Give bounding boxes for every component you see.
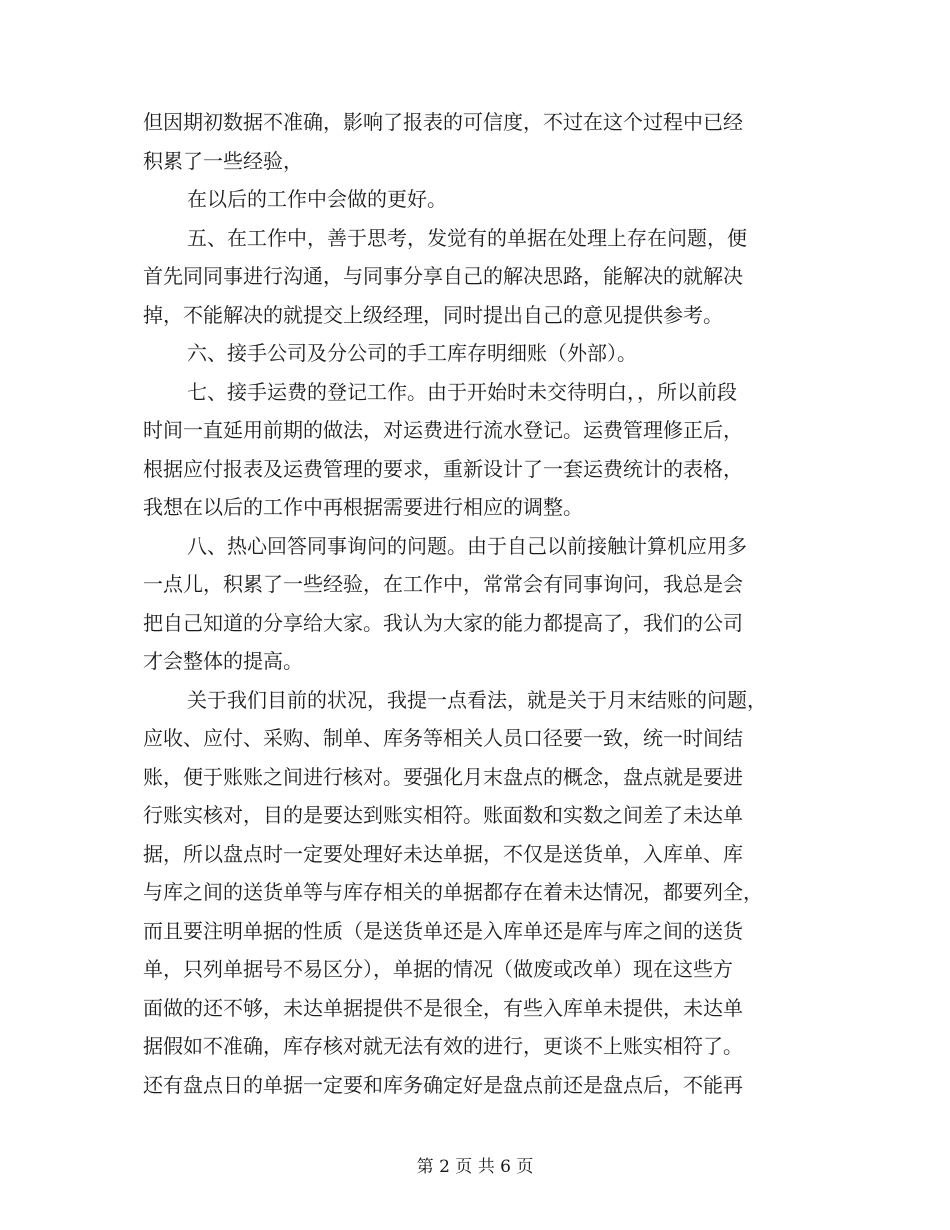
text-line: 首先同同事进行沟通，与同事分享自己的解决思路，能解决的就解决 (143, 264, 743, 288)
text-line: 时间一直延用前期的做法，对运费进行流水登记。运费管理修正后， (143, 418, 743, 442)
text-line: 把自己知道的分享给大家。我认为大家的能力都提高了，我们的公司 (143, 610, 743, 635)
text-line: 八、热心回答同事询问的问题。由于自己以前接触计算机应用多 (187, 533, 747, 558)
text-line: 一点儿，积累了一些经验，在工作中，常常会有同事询问，我总是会 (143, 572, 743, 596)
text-line: 与库之间的送货单等与库存相关的单据都存在着未达情况，都要列全， (143, 880, 763, 904)
text-line: 才会整体的提高。 (143, 649, 303, 673)
text-line: 而且要注明单据的性质（是送货单还是入库单还是库与库之间的送货 (143, 918, 743, 943)
text-line: 掉，不能解决的就提交上级经理，同时提出自己的意见提供参考。 (143, 302, 723, 327)
text-line: 在以后的工作中会做的更好。 (187, 187, 447, 211)
page-footer: 第 2 页 共 6 页 (416, 1157, 534, 1177)
text-line: 行账实核对，目的是要达到账实相符。账面数和实数之间差了未达单 (143, 803, 743, 827)
body-text (143, 103, 809, 1104)
text-line: 还有盘点日的单据一定要和库务确定好是盘点前还是盘点后，不能再 (143, 1072, 743, 1097)
text-line: 七、接手运费的登记工作。由于开始时未交待明白，，所以前段 (187, 379, 737, 404)
text-line: 应收、应付、采购、制单、库务等相关人员口径要一致，统一时间结 (143, 726, 743, 750)
text-line: 五、在工作中，善于思考，发觉有的单据在处理上存在问题，便 (187, 225, 747, 250)
text-line: 关于我们目前的状况，我提一点看法，就是关于月末结账的问题， (187, 687, 767, 712)
text-line: 我想在以后的工作中再根据需要进行相应的调整。 (143, 495, 583, 519)
text-line: 根据应付报表及运费管理的要求，重新设计了一套运费统计的表格， (143, 456, 743, 481)
text-line: 六、接手公司及分公司的手工库存明细账（外部）。 (187, 341, 637, 365)
text-line: 积累了一些经验， (143, 148, 303, 173)
text-line: 单，只列单据号不易区分），单据的情况（做废或改单）现在这些方 (143, 957, 733, 981)
text-line: 据，所以盘点时一定要处理好未达单据，不仅是送货单，入库单、库 (143, 841, 743, 866)
text-line: 据假如不准确，库存核对就无法有效的进行，更谈不上账实相符了。 (143, 1034, 743, 1058)
text-line: 账，便于账账之间进行核对。要强化月末盘点的概念，盘点就是要进 (143, 764, 743, 789)
text-line: 面做的还不够，未达单据提供不是很全，有些入库单未提供，未达单 (143, 995, 743, 1020)
text-line: 但因期初数据不准确，影响了报表的可信度，不过在这个过程中已经 (143, 110, 743, 134)
